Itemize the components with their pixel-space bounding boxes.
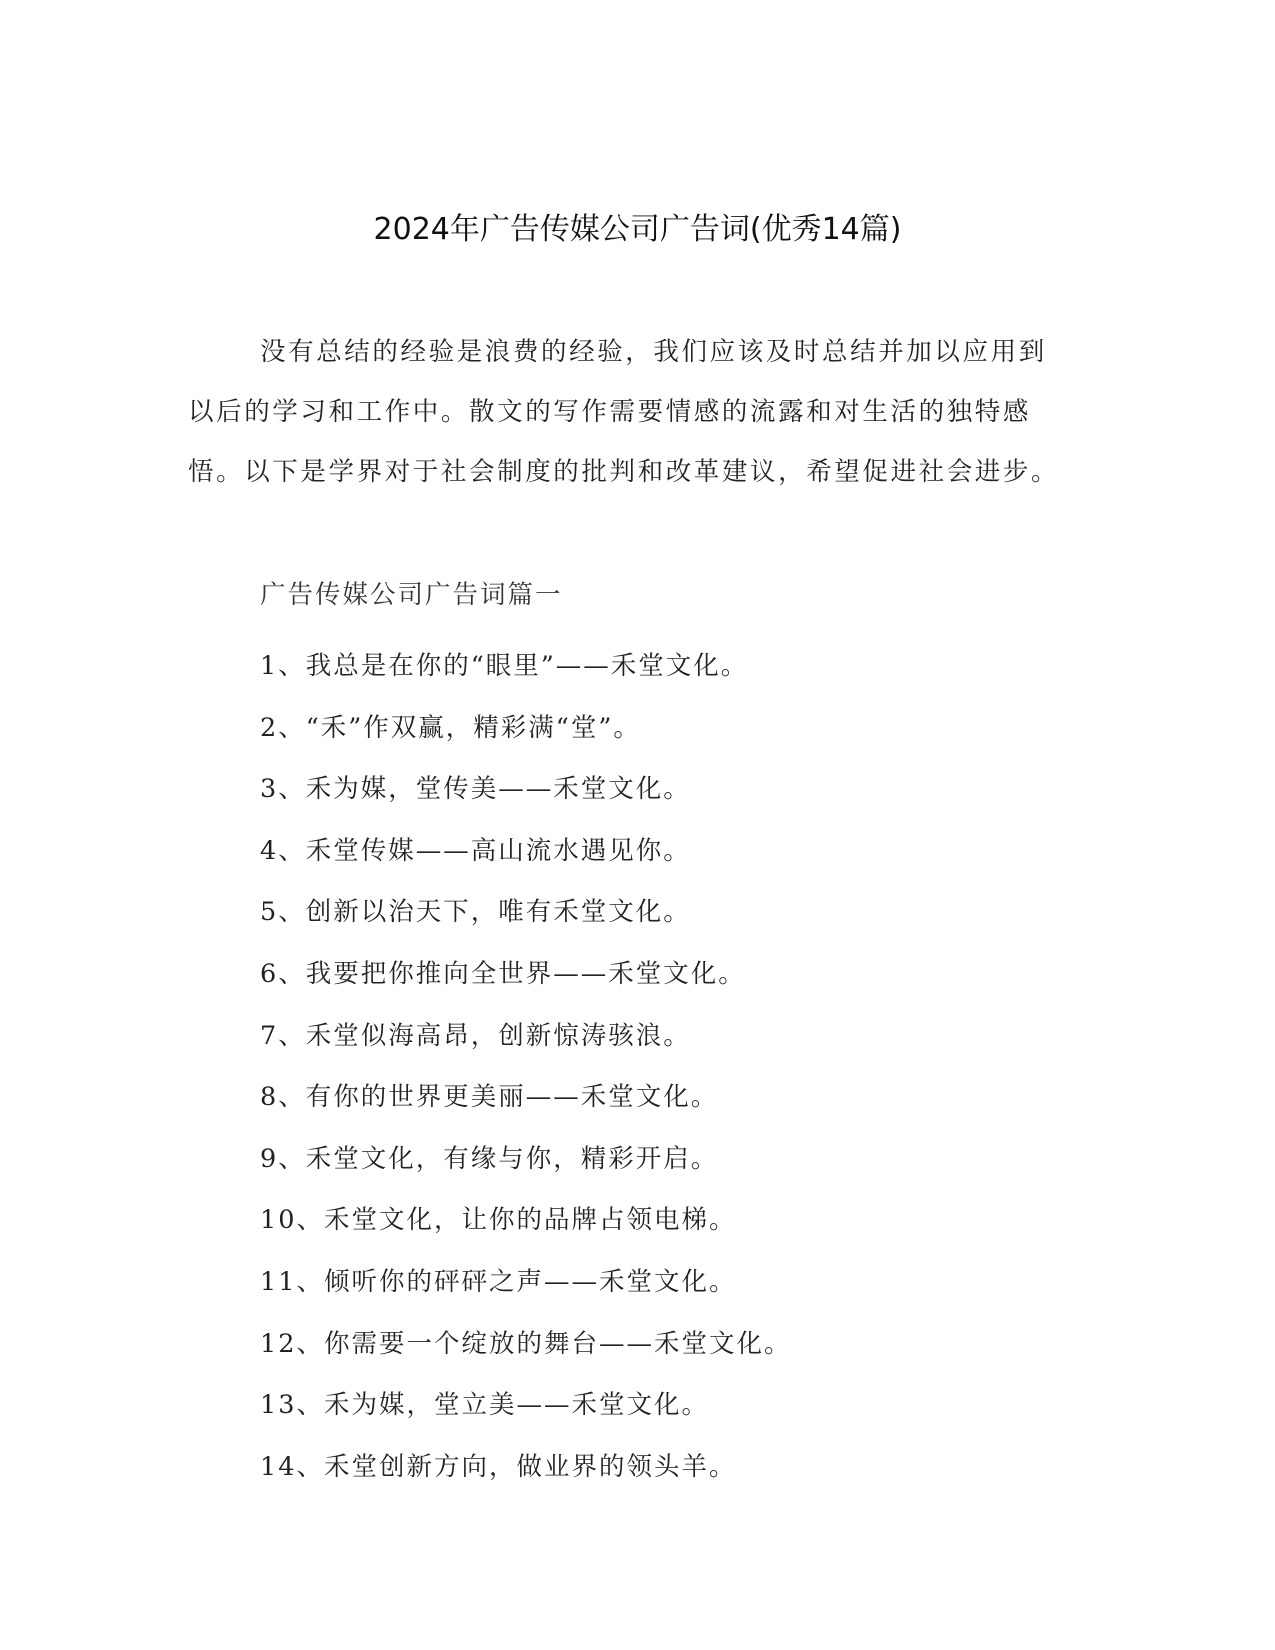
slogan-item: 2、“禾”作双赢，精彩满“堂”。 [260, 712, 641, 743]
slogan-item: 5、创新以治天下，唯有禾堂文化。 [260, 897, 691, 928]
slogan-item: 9、禾堂文化，有缘与你，精彩开启。 [260, 1143, 719, 1174]
slogan-item: 6、我要把你推向全世界——禾堂文化。 [260, 958, 746, 989]
document-title: 2024年广告传媒公司广告词(优秀14篇) [373, 212, 902, 247]
intro-paragraph: 没有总结的经验是浪费的经验，我们应该及时总结并加以应用到以后的学习和工作中。散文的写作需要情感的流露和对生活的独特感悟。以下是学界对于社会制度的批判和改革建议，希望促进社会进步。 [188, 337, 1060, 487]
slogan-item: 11、倾听你的砰砰之声——禾堂文化。 [260, 1266, 737, 1297]
section-heading: 广告传媒公司广告词篇一 [260, 580, 563, 610]
slogan-list [260, 636, 791, 1498]
slogan-item: 14、禾堂创新方向，做业界的领头羊。 [260, 1451, 737, 1482]
slogan-item: 8、有你的世界更美丽——禾堂文化。 [260, 1082, 719, 1113]
slogan-item: 1、我总是在你的“眼里”——禾堂文化。 [260, 651, 749, 681]
slogan-item: 4、禾堂传媒——高山流水遇见你。 [260, 835, 691, 866]
slogan-item: 12、你需要一个绽放的舞台——禾堂文化。 [260, 1328, 792, 1359]
slogan-item: 7、禾堂似海高昂，创新惊涛骇浪。 [260, 1020, 691, 1051]
slogan-item: 3、禾为媒，堂传美——禾堂文化。 [260, 774, 691, 805]
slogan-item: 13、禾为媒，堂立美——禾堂文化。 [260, 1390, 709, 1421]
slogan-item: 10、禾堂文化，让你的品牌占领电梯。 [260, 1205, 737, 1236]
